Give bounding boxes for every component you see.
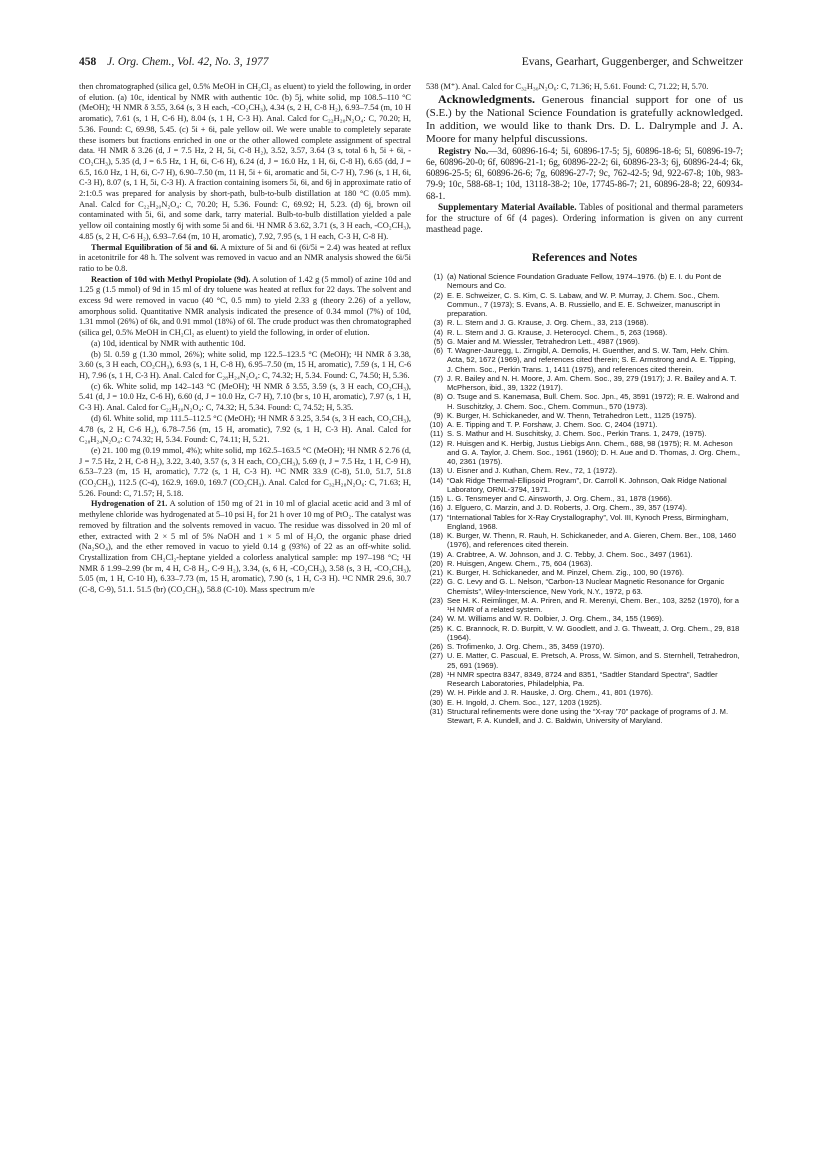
reference-text: S. Trofimenko, J. Org. Chem., 35, 3459 (1970). (447, 642, 605, 652)
reference-item (426, 670, 743, 689)
reference-item (426, 476, 743, 495)
reference-text: ¹H NMR spectra 8347, 8349, 8724 and 8351, “Sadtler Standard Spectra”, Sadtler Research Laboratories, Philadelphia, Pa. (447, 669, 718, 689)
reference-item (426, 346, 743, 374)
reference-item (426, 318, 743, 327)
reference-text: J. R. Bailey and N. H. Moore, J. Am. Chem. Soc., 39, 279 (1917); J. R. Bailey and A. T. McPherson, ibid., 39, 1322 (1917). (447, 373, 737, 393)
reference-text: G. C. Levy and G. L. Nelson, “Carbon-13 Nuclear Magnetic Resonance for Organic Chemists”, Wiley-Interscience, New York, N.Y., 1972, p 63. (447, 577, 725, 596)
running-header (79, 56, 743, 74)
reference-text: (a) National Science Foundation Graduate Fellow, 1974–1976. (b) E. I. du Pont de Nemours and Co. (447, 272, 722, 291)
left-column (79, 82, 411, 596)
reference-text: R. L. Stern and J. G. Krause, J. Org. Chem., 33, 213 (1968). (447, 318, 649, 328)
reference-number: (12) (429, 438, 443, 448)
section-heading: Reaction of 10d with Methyl Propiolate (9d). (91, 274, 251, 284)
supplementary-text: Tables of positional and thermal parameters for the structure of 6f (4 pages). Ordering information is given on any current masthead page. (426, 201, 743, 235)
reference-number: (22) (429, 577, 443, 587)
hydrogenation-paragraph (79, 499, 411, 595)
reference-item (426, 568, 743, 577)
reference-number: (13) (429, 466, 443, 476)
reference-item (426, 577, 743, 596)
reference-number: (9) (433, 410, 443, 420)
reference-text: J. Elguero, C. Marzin, and J. D. Roberts, J. Org. Chem., 39, 357 (1974). (447, 503, 687, 513)
reference-text: K. Burger, W. Thenn, R. Rauh, H. Schickaneder, and A. Gieren, Chem. Ber., 108, 1460 (1976), and references cited therein. (447, 531, 736, 550)
running-authors: Evans, Gearhart, Guggenberger, and Schweitzer (521, 56, 743, 68)
reference-text: E. E. Schweizer, C. S. Kim, C. S. Labaw, and W. P. Murray, J. Chem. Soc., Chem. Commun., 7 (1973); S. Evans, A. B. Russiello, and E. E. Schweizer, manuscript in preparation. (447, 290, 721, 319)
supplementary-paragraph (426, 202, 743, 236)
reference-item (426, 550, 743, 559)
reference-item (426, 559, 743, 568)
experimental-paragraph: then chromatographed (silica gel, 0.5% MeOH in CH₂Cl₂ as eluent) to yield the following, in order of elution. (a) 10c, identical by NMR with authentic 10c. (b) 5j, white solid, mp 108.5–110 °C (MeOH); ¹H NMR δ 3.55, 3.64 (s, 3 H each, -CO₂CH₃), 4.34 (s, 2 H, C-8 H₂), 6.93–7.54 (m, 10 H aromatic), 7.61 (s, 1 H, C-6 H), 8.04 (s, 1 H, C-3 H). Anal. Calcd for C₂₂H₂₀N₂O₄: C, 70.20; H, 5.36. Found: C, 69.98, 5.45. (c) 5i + 6i, pale yellow oil. We were unable to completely separate these isomers but fractions enriched in one or the other allowed complete assignment of spectral data. ¹H NMR δ 3.26 (d, J = 7.5 Hz, 2 H, 5i, C-8 H₂), 3.52, 3.57, 3.64 (3 s, total 6 h, 5i + 6i, -CO₂CH₃), 5.35 (d, J = 6.5 Hz, 1 H, 6i, C-6 H), 6.24 (d, J = 16.0 Hz, 1 H, 6i, C-8 H), 6.65 (dd, J = 6.5, 16.0 Hz, 1 H, 6i, C-7 H), 6.90–7.50 (m, 11 H, 5i + 6i, aromatic and 5i, C-7 H), 7.96 (s, 1 H, 6i, C-3 H), 8.07 (s, 1 H, 5i, C-3 H). A fraction containing isomers 5i, 6i, and 6j in approximate ratio of 2:1:0.5 was prepared for analysis by short-path, bulb-to-bulb distillation at 180 °C (0.05 mm). Anal. Calcd for C₂₂H₂₀N₂O₄: C, 70.20; H, 5.36. Found: C, 69.92; H, 5.23. (d) 6j, brown oil contaminated with 5i, 6i, and some dark, tarry material. Bulb-to-bulb distillation yielded a pale yellow oil containing mostly 6j with some 5i and 6i. ¹H NMR δ 3.62, 3.71 (s, 3 H each, -CO₂CH₃), 4.85 (s, 2 H, C-6 H₂), 6.93–7.64 (m, 10 H, aromatic), 7.92, 7.95 (s, 1 H each, C-3 H, C-8 H). (79, 82, 411, 241)
reference-number: (25) (429, 623, 443, 633)
reference-number: (7) (433, 373, 443, 383)
paragraph-text: A solution of 1.42 g (5 mmol) of azine 10d and 1.25 g (1.5 mmol) of 9d in 15 ml of dry toluene was heated at reflux for 22 days. The solvent and excess 9d were removed in vacuo (40 °C, 0.5 mm) to yield 2.33 g (theory 2.26) of a yellow, amorphous solid. Quantitative NMR analysis indicated the presence of 0.34 mmol (7%) of 10d, 1.31 mmol (26%) of 6k, and 0.91 mmol (18%) of 6l. The crude product was then chromatographed (silica gel, 0.5% MeOH in CH₂Cl₂ as eluent) to yield the following, in order of elution. (79, 274, 411, 338)
reference-text: G. Maier and M. Wiessler, Tetrahedron Lett., 4987 (1969). (447, 336, 640, 346)
reference-number: (20) (429, 558, 443, 568)
reference-number: (11) (430, 429, 443, 439)
reference-number: (10) (429, 420, 443, 430)
right-column (426, 82, 743, 725)
reference-number: (27) (429, 651, 443, 661)
reference-text: See H. K. Reimlinger, M. A. Priren, and R. Merenyi, Chem. Ber., 103, 3252 (1970), for a ¹H NMR of a related system. (447, 595, 739, 615)
reference-number: (18) (429, 531, 443, 541)
reference-text: A. E. Tipping and T. P. Forshaw, J. Chem. Soc. C, 2404 (1971). (447, 420, 658, 430)
reference-item (426, 429, 743, 438)
reference-number: (1) (433, 272, 443, 282)
fraction-b-paragraph: (b) 5l. 0.59 g (1.30 mmol, 26%); white solid, mp 122.5–123.5 °C (MeOH); ¹H NMR δ 3.38, 3.60 (s, 3 H each, CO₂CH₃), 6.93 (s, 1 H, C-8 H), 6.95–7.50 (m, 15 H, aromatic), 7.59 (s, 1 H, C-6 H), 7.96 (s, 1 H, C-3 H). Anal. Calcd for C₂₈H₂₄N₂O₄: C, 74.32; H, 5.34. Found: C, 74.50; H, 5.36. (79, 349, 411, 380)
reference-number: (23) (429, 595, 443, 605)
reference-item (426, 291, 743, 319)
acknowledgments-heading: Acknowledgments. (438, 91, 536, 106)
registry-text: —3d, 60896-16-4; 5i, 60896-17-5; 5j, 60896-18-6; 5l, 60896-19-7; 6e, 60896-20-0; 6f, 60896-21-1; 6g, 60896-22-2; 6i, 60896-23-3; 6j, 60896-24-4; 6k, 60896-25-5; 6l, 60896-26-6; 7g, 60896-27-7; 9c, 762-42-5; 9d, 922-67-8; 10b, 983-79-9; 10c, 588-68-1; 10d, 13118-38-2; 10e, 17745-86-7; 21, 60896-28-8; 22, 60934-68-1. (426, 145, 743, 201)
reference-item (426, 531, 743, 550)
reference-item (426, 698, 743, 707)
acknowledgments-paragraph (426, 93, 743, 146)
section-heading: Hydrogenation of 21. (91, 499, 168, 509)
reference-text: Structural refinements were done using the “X-ray ’70” package of programs of J. M. Stewart, F. A. Kundell, and J. C. Baldwin, University of Maryland. (447, 706, 729, 726)
reference-text: T. Wagner-Jauregg, L. Zirngibl, A. Demolis, H. Guenther, and S. W. Tam, Helv. Chim. Acta, 52, 1672 (1969), and references cited therein; S. E. Armstrong and A. E. Tipping, J. Chem. Soc., Perkin Trans. 1, 1411 (1975), and references cited therein. (447, 346, 736, 374)
reference-text: A. Crabtree, A. W. Johnson, and J. C. Tebby, J. Chem. Soc., 3497 (1961). (447, 549, 693, 559)
reference-item (426, 624, 743, 643)
section-heading: Thermal Equilibration of 5i and 6i. (91, 242, 219, 252)
reference-number: (21) (429, 568, 443, 578)
reference-item (426, 642, 743, 651)
reference-text: S. S. Mathur and H. Suschitsky, J. Chem. Soc., Perkin Trans. 1, 2479, (1975). (447, 429, 707, 439)
reference-number: (5) (433, 336, 443, 346)
fraction-a-paragraph: (a) 10d, identical by NMR with authentic 10d. (91, 338, 246, 348)
reference-number: (30) (429, 697, 443, 707)
registry-paragraph (426, 146, 743, 202)
paragraph-text: A mixture of 5i and 6i (6i/5i = 2.4) was heated at reflux in acetonitrile for 48 h. The solvent was removed in vacuo and an NMR analysis showed the 6i/5i ratio to be 0.8. (79, 242, 411, 273)
reference-text: O. Tsuge and S. Kanemasa, Bull. Chem. Soc. Jpn., 45, 3591 (1972); R. E. Walrond and H. Suschitzky, J. Chem. Soc., Chem. Commun., 570 (1973). (447, 392, 739, 411)
reference-number: (17) (429, 512, 443, 522)
references-list (426, 272, 743, 725)
reference-number: (31) (429, 706, 443, 716)
reference-text: W. H. Pirkle and J. R. Hauske, J. Org. Chem., 41, 801 (1976). (447, 688, 653, 698)
reference-text: U. Eisner and J. Kuthan, Chem. Rev., 72, 1 (1972). (447, 466, 618, 476)
page-number: 458 (79, 56, 97, 68)
reference-number: (26) (429, 642, 443, 652)
acknowledgments-text: Generous financial support for one of us (S.E.) by the National Science Foundation is gratefully acknowledged. In addition, we would like to thank Drs. D. L. Dalrymple and J. A. Moore for many helpful discussions. (426, 93, 743, 145)
reference-number: (15) (429, 494, 443, 504)
reference-text: R. L. Stern and J. G. Krause, J. Heterocycl. Chem., 5, 263 (1968). (447, 327, 668, 337)
reference-number: (19) (429, 549, 443, 559)
reference-number: (29) (429, 688, 443, 698)
reference-item (426, 466, 743, 475)
reference-item (426, 337, 743, 346)
reference-number: (24) (429, 614, 443, 624)
reference-item (426, 374, 743, 393)
reference-text: “International Tables for X-Ray Crystallography”, Vol. III, Kynoch Press, Birmingham, England, 1968. (447, 512, 729, 531)
reference-number: (28) (429, 669, 443, 679)
reference-item (426, 328, 743, 337)
reference-text: L. G. Tensmeyer and C. Ainsworth, J. Org. Chem., 31, 1878 (1966). (447, 494, 673, 504)
journal-citation: J. Org. Chem., Vol. 42, No. 3, 1977 (107, 56, 269, 68)
fraction-e-paragraph: (e) 21. 100 mg (0.19 mmol, 4%); white solid, mp 162.5–163.5 °C (MeOH); ¹H NMR δ 2.76 (d, J = 7.5 Hz, 2 H, C-8 H₂), 3.22, 3.40, 3.57 (s, 3 H each, CO₂CH₃), 5.69 (t, J = 7.5 Hz, 1 H, C-9 H), 6.53–7.23 (m, 15 H, aromatic), 7.72 (s, 1 H, C-3 H). ¹³C NMR 33.9 (C-8), 51.0, 51.7, 51.8 (CO₂CH₃), 112.5 (C-4), 162.9, 169.0, 169.7 (CO₂CH₃). Anal. Calcd for C₃₂H₂₈N₂O₆: C, 71.63; H, 5.26. Found: C, 71.57; H, 5.18. (79, 445, 411, 498)
reference-number: (14) (429, 475, 443, 485)
registry-heading: Registry No. (438, 145, 489, 156)
reference-number: (3) (433, 318, 443, 328)
reference-text: E. H. Ingold, J. Chem. Soc., 127, 1203 (1925). (447, 697, 602, 707)
reference-number: (4) (433, 327, 443, 337)
reference-item (426, 392, 743, 411)
reference-item (426, 420, 743, 429)
references-title: References and Notes (531, 252, 638, 265)
reference-text: R. Huisgen and K. Herbig, Justus Liebigs Ann. Chem., 688, 98 (1975); R. M. Acheson and G. A. Taylor, J. Chem. Soc., 1961 (1960); D. H. Aue and D. Thomas, J. Org. Chem., 40, 2361 (1975). (447, 438, 740, 467)
reference-number: (8) (433, 392, 443, 402)
reference-text: U. E. Matter, C. Pascual, E. Pretsch, A. Pross, W. Simon, and S. Sternhell, Tetrahedron, 25, 691 (1969). (447, 651, 740, 670)
thermal-equilibration-paragraph (79, 243, 411, 275)
reference-text: W. M. Williams and W. R. Dolbier, J. Org. Chem., 34, 155 (1969). (447, 614, 664, 624)
reference-text: K. Burger, H. Schickaneder, and M. Pinzel, Chem. Zig., 100, 90 (1976). (447, 568, 685, 578)
continued-paragraph: 538 (M⁺). Anal. Calcd for C₃₂H₃₀N₂O₆: C, 71.36; H, 5.61. Found: C, 71.22; H, 5.70. (426, 82, 709, 91)
reference-text: K. C. Brannock, R. D. Burpitt, V. W. Goodlett, and J. G. Thweatt, J. Org. Chem., 29, 818 (1964). (447, 623, 740, 642)
reference-item (426, 494, 743, 503)
reference-item (426, 707, 743, 726)
reference-text: “Oak Ridge Thermal-Ellipsoid Program”, Dr. Carroll K. Johnson, Oak Ridge National Laboratory, ORNL-3794, 1971. (447, 475, 727, 494)
reaction-10d-paragraph (79, 275, 411, 339)
fraction-c-paragraph: (c) 6k. White solid, mp 142–143 °C (MeOH); ¹H NMR δ 3.55, 3.59 (s, 3 H each, CO₂CH₃), 5.41 (d, J = 10.0 Hz, C-6 H), 6.60 (d, J = 10.0 Hz, C-7 H), 7.10 (br s, 10 H, aromatic), 7.97 (s, 1 H, C-3 H). Anal. Calcd for C₂₂H₂₀N₂O₄: C, 74.32; H, 5.34. Found: C, 74.52; H, 5.35. (79, 381, 411, 413)
reference-item (426, 513, 743, 532)
supplementary-heading: Supplementary Material Available. (438, 201, 577, 212)
reference-text: R. Huisgen, Angew. Chem., 75, 604 (1963). (447, 558, 593, 568)
reference-number: (16) (429, 503, 443, 513)
reference-item (426, 503, 743, 512)
reference-number: (6) (433, 346, 443, 356)
fraction-d-paragraph: (d) 6l. White solid, mp 111.5–112.5 °C (MeOH); ¹H NMR δ 3.25, 3.54 (s, 3 H each, CO₂CH₃), 4.78 (s, 2 H, C-6 H₂), 6.78–7.56 (m, 15 H, aromatic), 7.92 (s, 1 H, C-3 H). Anal. Calcd for C₂₈H₂₄N₂O₄: C 74.32; H, 5.34. Found: C, 74.11; H, 5.21. (79, 413, 411, 445)
reference-item (426, 439, 743, 467)
reference-item (426, 596, 743, 615)
reference-item (426, 651, 743, 670)
reference-number: (2) (433, 290, 443, 300)
reference-text: K. Burger, H. Schickaneder, and W. Thenn, Tetrahedron Lett., 1125 (1975). (447, 410, 697, 420)
reference-item (426, 614, 743, 623)
paragraph-text: A solution of 150 mg of 21 in 10 ml of glacial acetic acid and 3 ml of methylene chloride was hydrogenated at 5–10 psi H₂ for 21 h over 10 mg of PtO₂. The catalyst was removed by filtration and the solvents removed in vacuo. The residue was dissolved in 20 ml of ether, extracted with 2 × 5 ml of 5% NaOH and 1 × 5 ml of H₂O, the organic phase dried (Na₂SO₄), and the ether removed in vacuo to yield 0.14 g (93%) of 22 as an off-white solid. Crystallization from CH₂Cl₂-heptane yielded a colorless analytical sample: mp 197–198 °C; ¹H NMR δ 1.99–2.99 (br m, 4 H, C-8 H₂, C-9 H₂), 3.34, (s, 6 H, -CO₂CH₃), 3.58 (s, 3 H, -CO₂CH₃), 5.05 (m, 1 H, C-10 H), 6.33–7.73 (m, 15 H, aromatic), 7.90 (s, 1 H, C-3 H). ¹³C NMR 29.6, 30.7 (C-8, C-9), 51.1. 51.5 (br) (CO₂CH₃), 58.8 (C-10). Mass spectrum m/e (79, 499, 411, 595)
reference-item (426, 272, 743, 291)
reference-item (426, 688, 743, 697)
reference-item (426, 411, 743, 420)
